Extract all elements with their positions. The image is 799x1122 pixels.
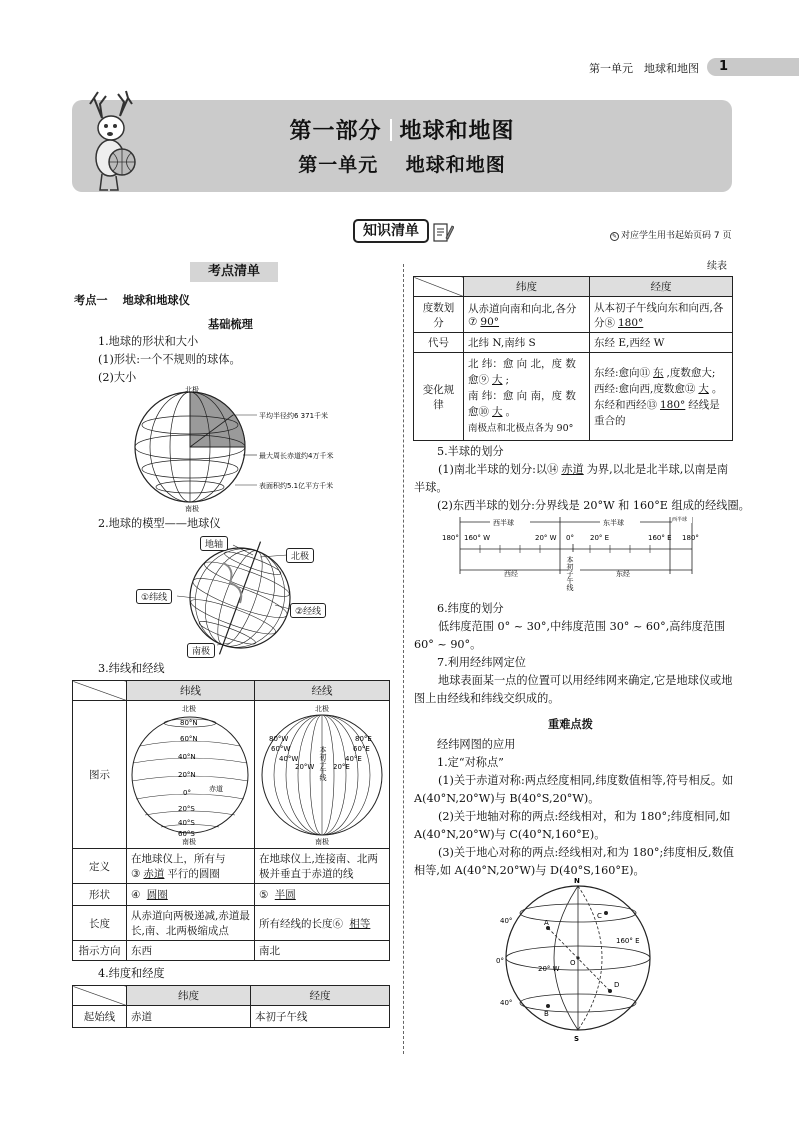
latitude-lines-figure — [127, 701, 253, 845]
part-title: 第一部分 地球和地图 — [289, 119, 515, 144]
svg-text:20° W: 20° W — [538, 965, 560, 973]
svg-text:60°N: 60°N — [180, 735, 198, 743]
topic-heading: 考点一 地球和地球仪 — [74, 294, 190, 307]
section-tag: 考点清单 — [190, 262, 278, 282]
fig1-south: 南极 — [185, 505, 199, 513]
t3-def-head: 定义 — [73, 849, 127, 884]
svg-text:西半球: 西半球 — [672, 517, 688, 523]
svg-text:东经: 东经 — [616, 570, 630, 578]
svg-text:40°S: 40°S — [178, 819, 195, 827]
key-heading: 重难点拨 — [548, 718, 593, 731]
svg-text:赤道: 赤道 — [209, 785, 223, 793]
svg-text:80°E: 80°E — [355, 735, 372, 743]
chapter-banner — [72, 100, 732, 192]
globe-north-label: 北极 — [286, 548, 314, 563]
svg-text:N: N — [574, 877, 580, 885]
svg-text:南极: 南极 — [315, 838, 329, 845]
svg-text:60°S: 60°S — [178, 830, 195, 838]
t3-header-lon: 经线 — [255, 681, 390, 701]
s1-title: 1.地球的形状和大小 — [98, 335, 199, 348]
lat-lon-table: 纬线 经线 图示 北极 80°N 60°N 40°N 20°N 0° 赤道 20°S 40°S 60°S 南极 北极 80°W 60°W 40°W 20°W 20°E 40°E 60°E 80°E 本初子午线 南极 定义 在地球仪上，所有与 ③ 赤道 平行的圆圈 在地球仪上,连接南、北两极并垂直于赤道的线 形状 ④ 圆圈 ⑤ 半圆 长度 从赤道向两极递减,赤道最长,南、北两极缩成点 所有经线的长度⑥ 相等 指示方向 东西 南北 — [72, 680, 390, 961]
fig1-north: 北极 — [185, 386, 199, 394]
sym-2: (2)关于地轴对称的两点:经线相对，和为 180°;纬度相同,如 A(40°N,20°W)与 C(40°N,160°E)。 — [414, 810, 731, 841]
column-divider — [403, 264, 404, 1054]
key-subheading: 经纬网图的应用 — [437, 738, 516, 751]
svg-text:80°W: 80°W — [269, 735, 289, 743]
s1-shape: (1)形状:一个不规则的球体。 — [98, 353, 241, 366]
svg-text:20° W: 20° W — [535, 534, 557, 542]
svg-text:180°: 180° — [682, 534, 699, 542]
svg-text:0°: 0° — [496, 957, 504, 965]
svg-text:北极: 北极 — [315, 705, 329, 713]
blank-9: 大 — [492, 374, 503, 386]
page-number: 1 — [719, 59, 729, 74]
svg-text:东半球: 东半球 — [603, 519, 624, 527]
s7-text: 地球表面某一点的位置可以用经纬网来确定,它是地球仪或地图上由经线和纬线交织成的。 — [414, 674, 733, 705]
svg-text:B: B — [544, 1010, 549, 1018]
blank-8: 180° — [618, 316, 644, 329]
s3-title: 3.纬线和经线 — [98, 662, 165, 675]
degree-continued-table: 纬度 经度 度数划分 从赤道向南和向北,各分 ⑦ 90° 从本初子午线向东和向西,各分⑧ 180° 代号 北纬 N,南纬 S 东经 E,西经 W 变化规律 北 纬：愈 向 北，度 数 愈⑨ 大 ; 南 纬：愈 向 南，度 数 愈⑩ 大 。 南极点和北极点各为 90° 东经:愈向⑪ 东 ,度数愈大; 西经:愈向西,度数愈⑫ 大 。 东经和西经⑬ 180° 经线是重合的 — [413, 276, 733, 441]
blank-11: 东 — [653, 366, 664, 379]
symmetric-points-globe — [490, 873, 670, 1045]
svg-text:40°E: 40°E — [345, 755, 362, 763]
svg-text:O: O — [570, 959, 576, 967]
longitude-lines-figure — [255, 701, 389, 845]
unit-title: 第一单元 地球和地图 — [589, 62, 699, 75]
s5-1: (1)南北半球的划分:以⑭ 赤道 为界,以北是北半球,以南是南半球。 — [414, 463, 729, 494]
pen-icon: ✎ — [611, 233, 618, 240]
notebook-pen-icon — [432, 220, 454, 244]
svg-text:西半球: 西半球 — [493, 519, 514, 527]
svg-text:S: S — [574, 1035, 580, 1043]
lat-lon-degree-table: 纬度 经度 起始线 赤道 本初子午线 — [72, 985, 390, 1028]
svg-text:A: A — [544, 919, 549, 927]
blank-3: 赤道 — [143, 868, 165, 880]
globe-axis-label: 地轴 — [200, 536, 228, 551]
svg-text:20°E: 20°E — [333, 763, 350, 771]
s6-title: 6.纬度的划分 — [437, 602, 504, 615]
svg-text:本初子午线: 本初子午线 — [566, 556, 574, 591]
s1-size: (2)大小 — [98, 371, 137, 384]
continued-label: 续表 — [707, 261, 727, 272]
s2-title: 2.地球的模型——地球仪 — [98, 517, 221, 530]
page-header — [0, 58, 799, 78]
svg-text:160° E: 160° E — [616, 937, 640, 945]
blank-13: 180° — [660, 398, 686, 411]
s5-title: 5.半球的划分 — [437, 445, 504, 458]
s5-2: (2)东西半球的划分:分界线是 20°W 和 160°E 组成的经线圈。 — [437, 499, 750, 512]
svg-text:0°: 0° — [566, 534, 574, 542]
t3-row-figure: 图示 — [73, 701, 127, 849]
fig1-circumference: 最大周长赤道约4万千米 — [259, 452, 334, 460]
svg-text:北极: 北极 — [182, 705, 196, 713]
sym-3: (3)关于地心对称的两点:经线相对,和为 180°;纬度相反,数值相等,如 A(40°N,20°W)与 D(40°S,160°E)。 — [414, 846, 734, 877]
svg-text:160° E: 160° E — [648, 534, 672, 542]
sym-1: (1)关于赤道对称:两点经度相同,纬度数值相等,符号相反。如 A(40°N,20°W)与 B(40°S,20°W)。 — [414, 774, 734, 805]
earth-size-figure — [125, 385, 355, 515]
s6-text: 低纬度范围 0° ~ 30°,中纬度范围 30° ~ 60°,高纬度范围 60° ~ 90°。 — [414, 620, 726, 651]
s7-title: 7.利用经纬网定位 — [437, 656, 526, 669]
basic-heading: 基础梳理 — [208, 318, 253, 331]
blank-14: 赤道 — [561, 463, 584, 476]
svg-text:0°: 0° — [183, 789, 191, 797]
svg-text:80°N: 80°N — [180, 719, 198, 727]
svg-text:D: D — [614, 981, 620, 989]
svg-text:160° W: 160° W — [464, 534, 491, 542]
svg-text:40°: 40° — [500, 917, 513, 925]
svg-text:本初子午线: 本初子午线 — [319, 746, 327, 781]
svg-text:西经: 西经 — [504, 570, 518, 578]
svg-text:20°N: 20°N — [178, 771, 196, 779]
svg-text:20° E: 20° E — [590, 534, 610, 542]
blank-4: 圆圈 — [146, 889, 168, 901]
blank-7: 90° — [480, 316, 500, 328]
blank-6: 相等 — [349, 917, 371, 930]
hemisphere-division-figure — [440, 514, 710, 604]
unit-heading: 第一单元 地球和地图 — [298, 154, 506, 176]
sym-title: 1.定“对称点” — [437, 756, 504, 769]
blank-5: 半圆 — [274, 889, 296, 901]
fig1-area: 表面积约5.1亿平方千米 — [259, 482, 334, 490]
svg-text:40°N: 40°N — [178, 753, 196, 761]
globe-weft-label: ①纬线 — [136, 589, 172, 604]
svg-text:180°: 180° — [442, 534, 459, 542]
knowledge-list-label: 知识清单 — [353, 219, 429, 243]
svg-text:20°S: 20°S — [178, 805, 195, 813]
blank-12: 大 — [698, 382, 709, 395]
svg-text:40°W: 40°W — [279, 755, 299, 763]
globe-south-label: 南极 — [187, 643, 215, 658]
deer-mascot-icon — [80, 88, 150, 198]
reference-note: ✎ 对应学生用书起始页码 7 页 — [611, 231, 732, 241]
fig1-radius: 平均半径约6 371千米 — [259, 412, 329, 420]
blank-10: 大 — [492, 406, 503, 418]
svg-text:40°: 40° — [500, 999, 513, 1007]
svg-text:20°W: 20°W — [295, 763, 315, 771]
svg-text:南极: 南极 — [182, 838, 196, 845]
t3-header-lat: 纬线 — [127, 681, 255, 701]
svg-text:60°E: 60°E — [353, 745, 370, 753]
svg-text:C: C — [597, 912, 602, 920]
page-number-tab — [707, 58, 799, 76]
svg-text:60°W: 60°W — [271, 745, 291, 753]
s4-title: 4.纬度和经度 — [98, 967, 165, 980]
globe-meridian-label: ②经线 — [290, 603, 326, 618]
